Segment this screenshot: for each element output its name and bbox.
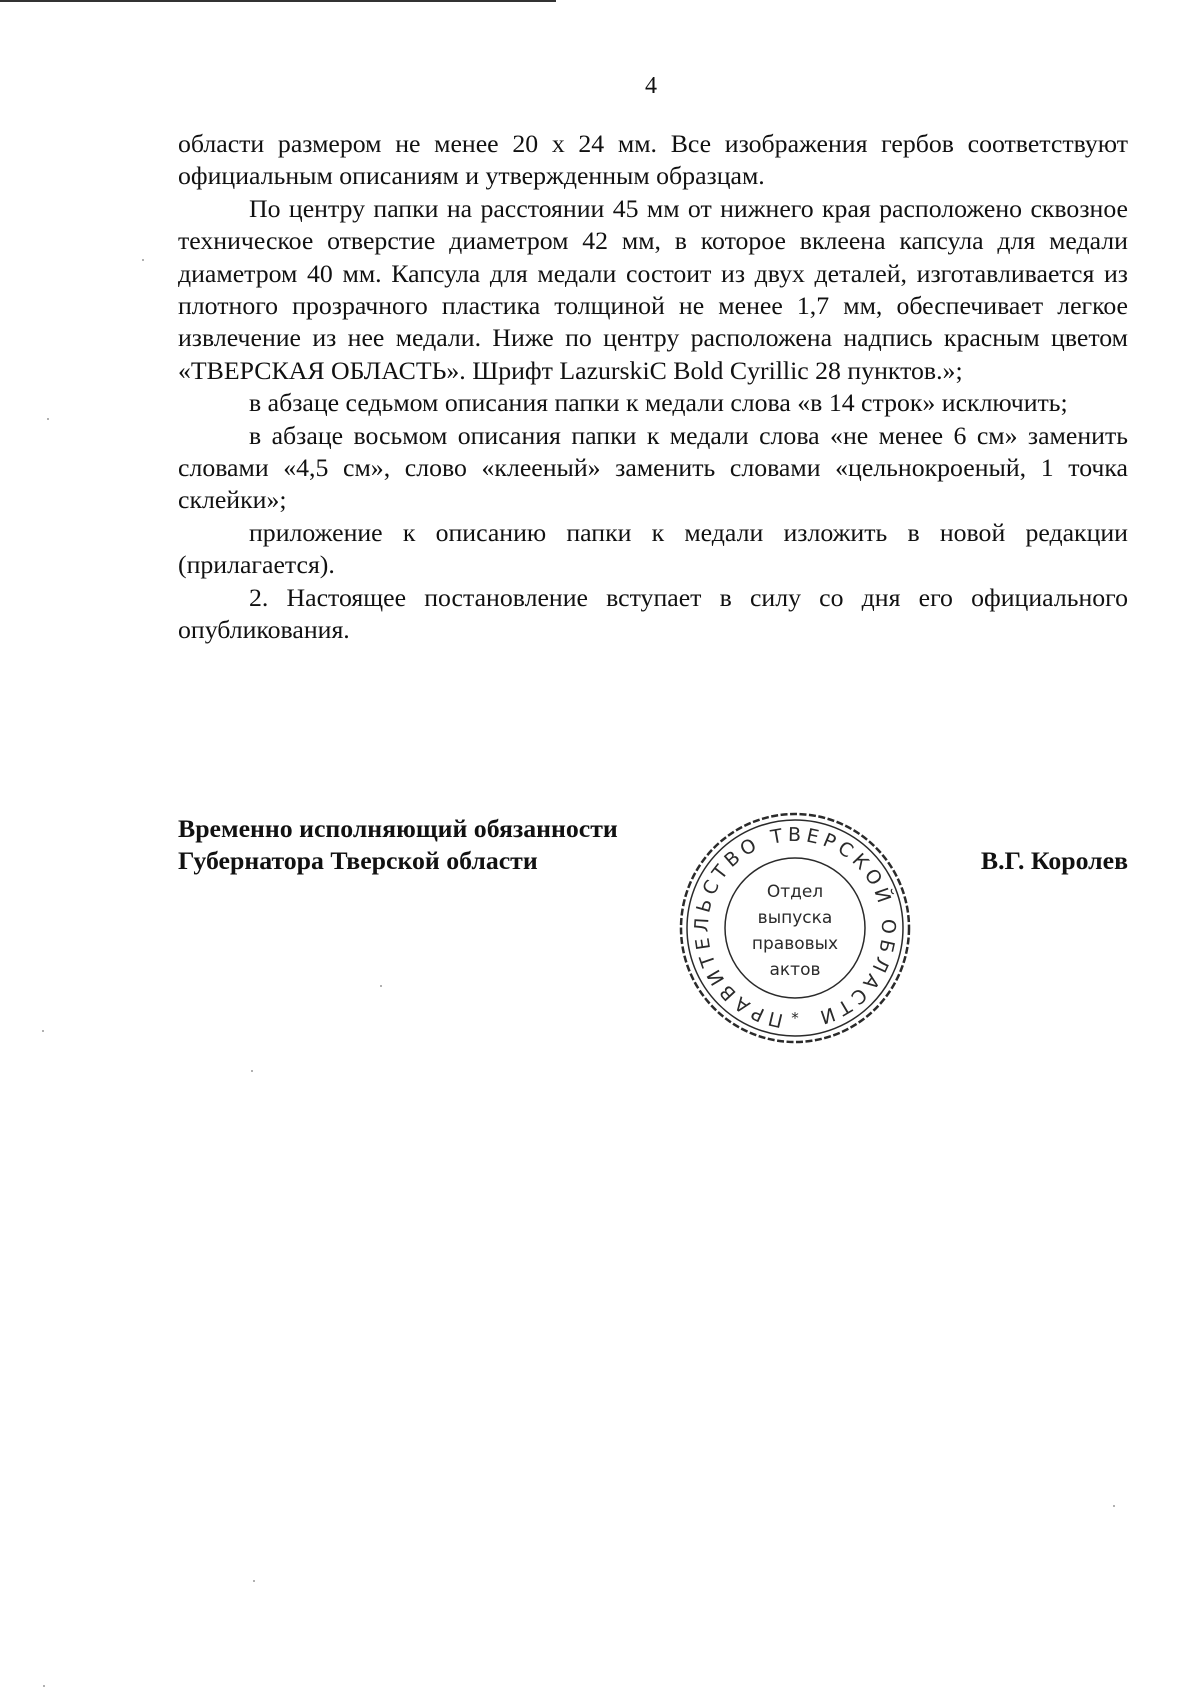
stamp-inner-line-4: актов xyxy=(769,960,821,980)
paragraph-continuation: области размером не менее 20 х 24 мм. Все изображения гербов соответствуют официальным описаниям и утвержденным образцам. xyxy=(178,129,1128,191)
scan-speck xyxy=(42,1030,44,1032)
stamp-inner-line-2: выпуска xyxy=(757,908,833,928)
signer-position-line-1: Временно исполняющий обязанности xyxy=(178,814,618,843)
scan-top-edge-line xyxy=(0,0,556,2)
scan-speck xyxy=(253,1580,255,1582)
stamp-inner-line-1: Отдел xyxy=(766,882,824,902)
official-stamp xyxy=(677,810,913,1046)
scan-speck xyxy=(251,1070,253,1072)
document-body xyxy=(178,128,1128,647)
paragraph-entry-into-force: 2. Настоящее постановление вступает в силу со дня его официального опубликования. xyxy=(178,582,1128,645)
paragraph-appendix-amendment: приложение к описанию папки к медали изложить в новой редакции (прилагается). xyxy=(178,517,1128,580)
paragraph-capsule-description: По центру папки на расстоянии 45 мм от нижнего края расположено сквозное техническое отверстие диаметром 42 мм, в которое вклеена капсула для медали диаметром 40 мм. Капсула для медали состоит из двух деталей, изготавливается из плотного прозрачного пластика толщиной не менее 1,7 мм, обеспечивает легкое извлечение из нее медали. Ниже по центру расположена надпись красным цветом «ТВЕРСКАЯ ОБЛАСТЬ». Шрифт LazurskiC Bold Cyrillic 28 пунктов.»; xyxy=(178,193,1128,385)
signature-position xyxy=(178,813,618,878)
signer-position-line-2: Губернатора Тверской области xyxy=(178,846,538,876)
page-number: 4 xyxy=(645,73,657,99)
stamp-outer-ring xyxy=(681,814,909,1042)
scan-speck xyxy=(142,259,144,261)
stamp-outer-text: ПРАВИТЕЛЬСТВО ТВЕРСКОЙ ОБЛАСТИ xyxy=(690,823,900,1032)
stamp-star: * xyxy=(791,1009,799,1027)
scan-speck xyxy=(1113,1505,1115,1507)
stamp-inner-line-3: правовых xyxy=(751,934,839,954)
scan-speck xyxy=(380,985,382,987)
stamp-seal-graphic xyxy=(677,810,913,1046)
paragraph-seventh-amendment: в абзаце седьмом описания папки к медали слова «в 14 строк» исключить; xyxy=(249,388,1068,418)
scan-speck xyxy=(43,1685,45,1687)
paragraph-eighth-amendment: в абзаце восьмом описания папки к медали слова «не менее 6 см» заменить словами «4,5 см», слово «клееный» заменить словами «цельнокроеный, 1 точка склейки»; xyxy=(178,420,1128,515)
signer-name: В.Г. Королев xyxy=(980,846,1128,875)
scan-speck xyxy=(47,418,49,420)
stamp-middle-ring xyxy=(687,820,903,1036)
